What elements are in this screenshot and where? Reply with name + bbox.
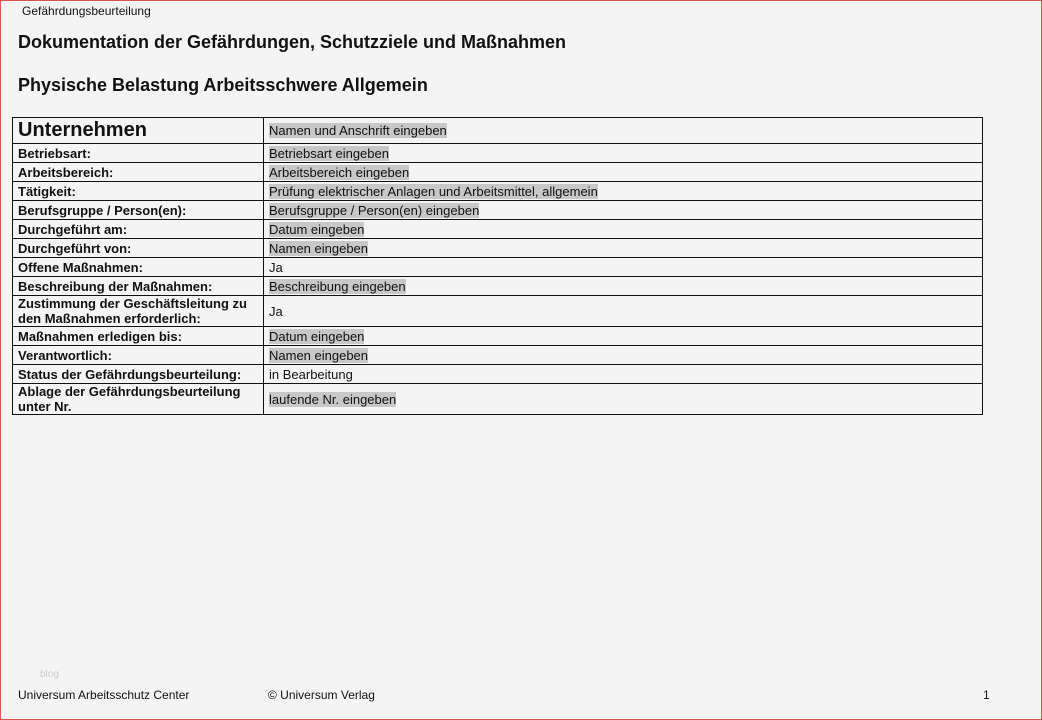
watermark: blog <box>40 669 59 680</box>
row-label: Tätigkeit: <box>13 182 264 201</box>
row-value[interactable]: Beschreibung eingeben <box>269 278 406 294</box>
row-label: Status der Gefährdungsbeurteilung: <box>13 365 264 384</box>
table-row <box>13 258 983 277</box>
row-label: Verantwortlich: <box>13 346 264 365</box>
page-subtitle: Physische Belastung Arbeitsschwere Allgemein <box>18 75 428 95</box>
row-value-cell[interactable] <box>264 182 983 201</box>
row-value[interactable]: Ja <box>269 303 283 319</box>
row-value-cell[interactable] <box>264 296 983 327</box>
row-value-cell[interactable] <box>264 384 983 415</box>
row-label: Maßnahmen erledigen bis: <box>13 327 264 346</box>
row-value[interactable]: Namen eingeben <box>269 347 369 363</box>
table-row <box>13 346 983 365</box>
row-value-cell[interactable] <box>264 277 983 296</box>
row-value-cell[interactable] <box>264 346 983 365</box>
row-label: Berufsgruppe / Person(en): <box>13 201 264 220</box>
row-value[interactable]: Berufsgruppe / Person(en) eingeben <box>269 202 480 218</box>
row-label: Betriebsart: <box>13 144 264 163</box>
document-header: Gefährdungsbeurteilung <box>22 4 151 18</box>
footer-company: Universum Arbeitsschutz Center <box>18 688 190 702</box>
table-row <box>13 201 983 220</box>
row-value-cell[interactable] <box>264 220 983 239</box>
table-row <box>13 296 983 327</box>
row-label: Durchgeführt am: <box>13 220 264 239</box>
row-value[interactable]: Betriebsart eingeben <box>269 145 389 161</box>
row-value-cell[interactable] <box>264 327 983 346</box>
row-value[interactable]: Arbeitsbereich eingeben <box>269 164 410 180</box>
row-value[interactable]: Datum eingeben <box>269 221 365 237</box>
row-label: Offene Maßnahmen: <box>13 258 264 277</box>
row-value[interactable]: Datum eingeben <box>269 328 365 344</box>
page-title: Dokumentation der Gefährdungen, Schutzziele und Maßnahmen <box>18 32 567 52</box>
row-value-cell[interactable] <box>264 201 983 220</box>
table-row <box>13 365 983 384</box>
row-label: Ablage der Gefährdungsbeurteilung unter Nr. <box>13 384 264 415</box>
table-row <box>13 384 983 415</box>
table-row <box>13 239 983 258</box>
row-label: Beschreibung der Maßnahmen: <box>13 277 264 296</box>
row-value[interactable]: Namen eingeben <box>269 240 369 256</box>
row-value[interactable]: Prüfung elektrischer Anlagen und Arbeitsmittel, allgemein <box>269 183 598 199</box>
row-value[interactable]: in Bearbeitung <box>269 366 353 382</box>
row-value-cell[interactable] <box>264 365 983 384</box>
row-value-cell[interactable] <box>264 118 983 144</box>
table-row <box>13 327 983 346</box>
row-value[interactable]: laufende Nr. eingeben <box>269 391 397 407</box>
table-row <box>13 144 983 163</box>
row-label: Arbeitsbereich: <box>13 163 264 182</box>
row-label: Durchgeführt von: <box>13 239 264 258</box>
table-row <box>13 277 983 296</box>
table-row <box>13 163 983 182</box>
row-value-cell[interactable] <box>264 144 983 163</box>
row-value-cell[interactable] <box>264 163 983 182</box>
table-row <box>13 182 983 201</box>
row-value-cell[interactable] <box>264 239 983 258</box>
row-label: Unternehmen <box>13 118 264 144</box>
row-value-cell[interactable] <box>264 258 983 277</box>
row-value[interactable]: Namen und Anschrift eingeben <box>269 123 447 138</box>
row-value[interactable]: Ja <box>269 259 283 275</box>
footer-copyright: © Universum Verlag <box>268 688 375 702</box>
table-row <box>13 118 983 144</box>
info-table <box>12 117 983 415</box>
row-label: Zustimmung der Geschäftsleitung zu den Maßnahmen erforderlich: <box>13 296 264 327</box>
footer-page-number: 1 <box>983 688 990 702</box>
table-row <box>13 220 983 239</box>
